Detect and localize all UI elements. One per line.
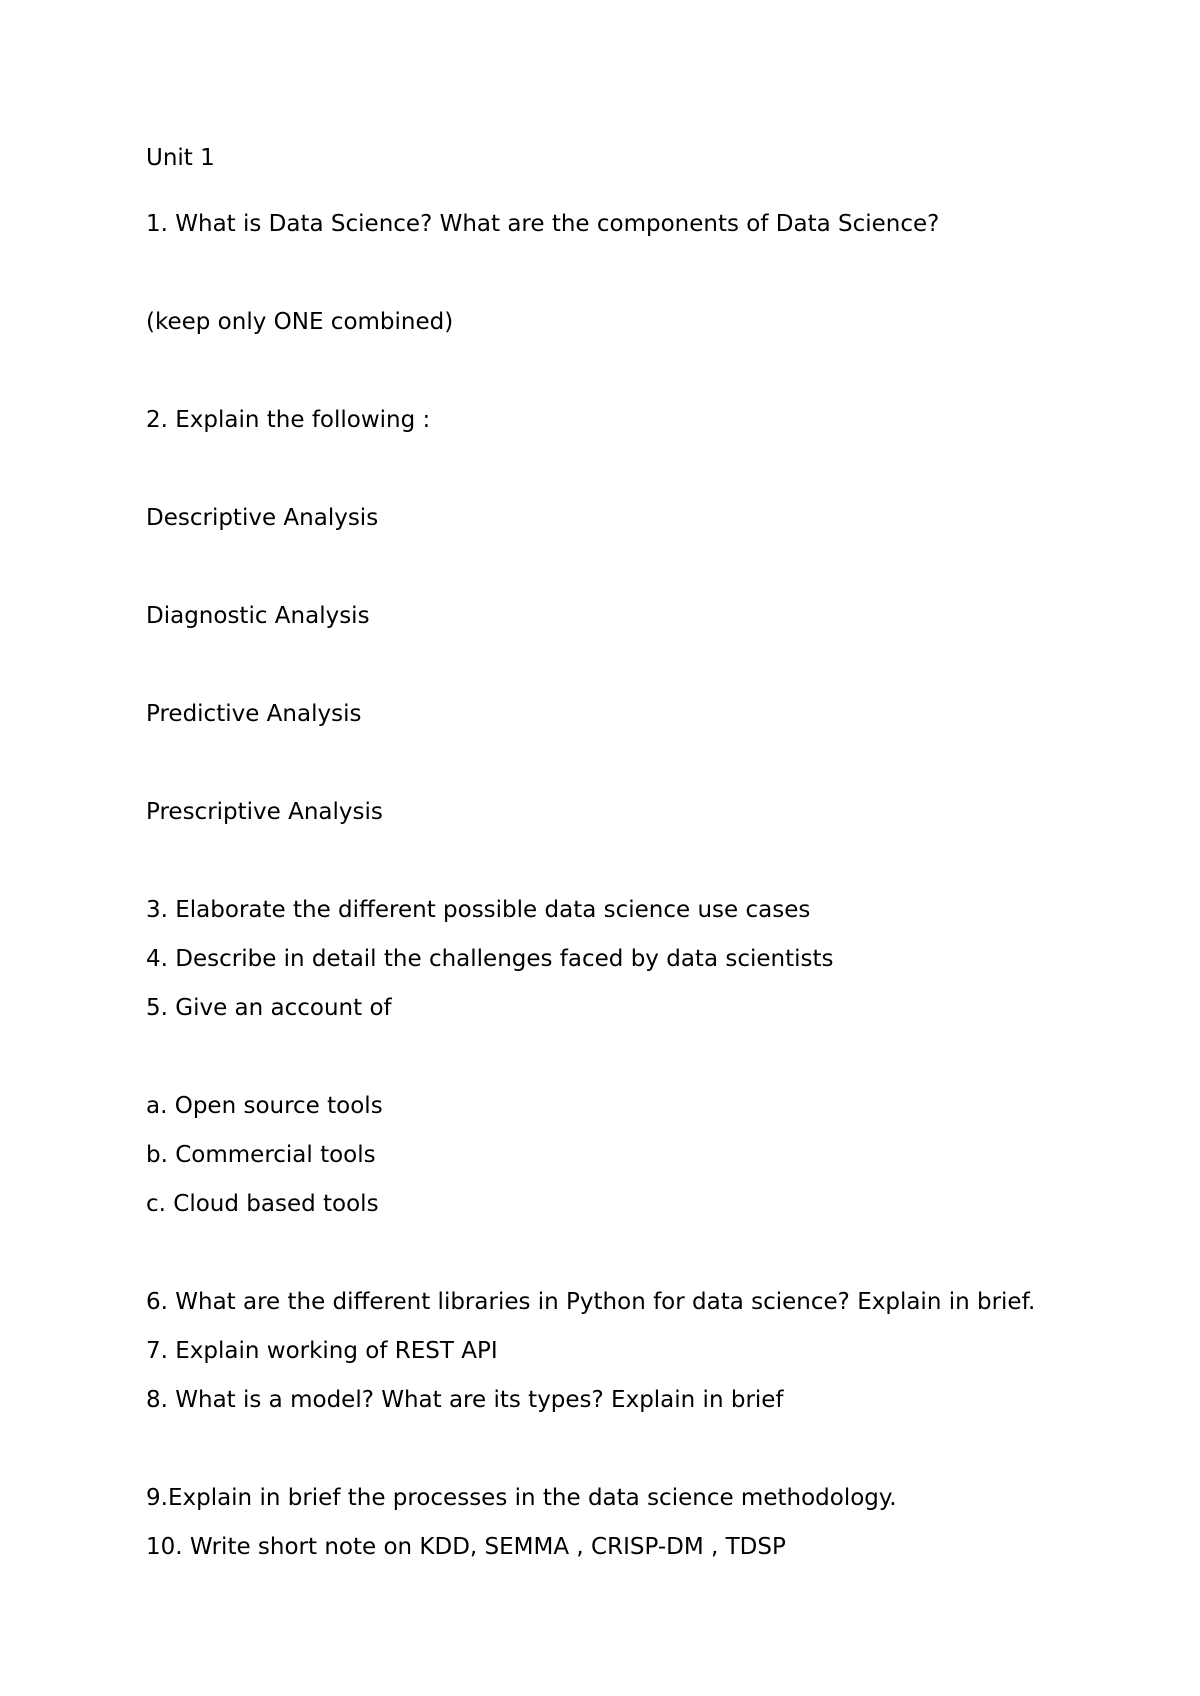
list-item: Predictive Analysis <box>146 701 362 727</box>
list-item: Prescriptive Analysis <box>146 799 383 825</box>
list-item: a. Open source tools <box>146 1093 383 1119</box>
question-3: 3. Elaborate the different possible data science use cases <box>146 897 811 923</box>
question-6: 6. What are the different libraries in Python for data science? Explain in brief. <box>146 1289 1036 1315</box>
unit-heading: Unit 1 <box>146 145 215 171</box>
list-item: Diagnostic Analysis <box>146 603 370 629</box>
question-4: 4. Describe in detail the challenges faced by data scientists <box>146 946 834 972</box>
question-2: 2. Explain the following : <box>146 407 431 433</box>
question-1: 1. What is Data Science? What are the components of Data Science? <box>146 211 940 237</box>
list-item: b. Commercial tools <box>146 1142 376 1168</box>
question-10: 10. Write short note on KDD, SEMMA , CRISP-DM , TDSP <box>146 1534 786 1560</box>
question-8: 8. What is a model? What are its types? Explain in brief <box>146 1387 784 1413</box>
question-5: 5. Give an account of <box>146 995 392 1021</box>
list-item: c. Cloud based tools <box>146 1191 379 1217</box>
question-7: 7. Explain working of REST API <box>146 1338 498 1364</box>
editor-note: (keep only ONE combined) <box>146 309 454 335</box>
list-item: Descriptive Analysis <box>146 505 379 531</box>
question-9: 9.Explain in brief the processes in the data science methodology. <box>146 1485 897 1511</box>
